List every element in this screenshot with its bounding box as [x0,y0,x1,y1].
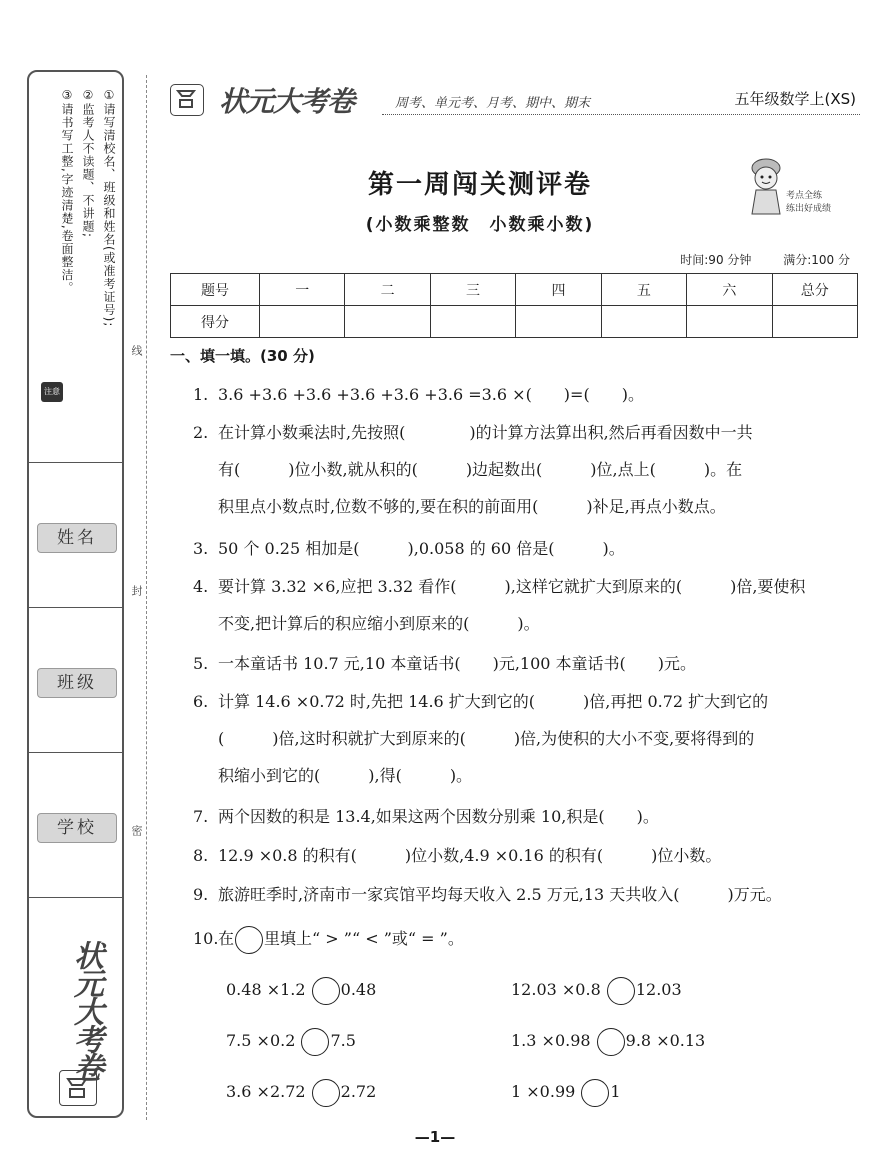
question-3 [193,530,860,567]
sidebar-brand-logo: 状元大考卷 [68,940,103,1080]
compare-item [226,1025,356,1057]
question-text: 在 [218,929,235,948]
notice-line: ①请写清校名、班级和姓名(或准考证号); [102,88,116,328]
mascot-slogan-2: 练出好成绩 [786,204,832,214]
compare-right: 9.8 ×0.13 [625,1031,706,1050]
answer-circle[interactable] [597,1028,625,1056]
question-9 [193,876,860,913]
table-row-label: 得分 [171,306,260,338]
mascot-slogan-1: 考点全练 [786,191,823,201]
table-header-cell: 四 [516,274,601,306]
cut-mark-line: 线 [130,345,143,356]
exam-full-score: 满分:100 分 [783,253,850,267]
school-field-label: 学校 [37,813,117,843]
compare-left: 7.5 ×0.2 [226,1031,296,1050]
question-6 [193,683,860,794]
score-cell[interactable] [430,306,515,338]
compare-item [511,1025,705,1057]
name-field-label: 姓名 [37,523,117,553]
compare-right: 2.72 [340,1082,377,1101]
table-header-cell: 五 [601,274,686,306]
compare-item [226,974,376,1006]
question-4 [193,568,860,642]
compare-left: 12.03 ×0.8 [511,980,601,999]
question-text: 要计算 3.32 ×6,应把 3.32 看作( ),这样它就扩大到原来的( )倍,要使积 [218,577,806,596]
publisher-logo-icon [59,1070,97,1106]
notice-title: 注意事项 [41,382,63,402]
page-number: —1— [414,1128,456,1146]
question-text: ( )倍,这时积就扩大到原来的( )倍,为使积的大小不变,要将得到的 [218,729,755,748]
table-header-cell: 六 [687,274,772,306]
score-table [170,273,858,338]
page-subtitle: (小数乘整数 小数乘小数) [365,215,595,235]
compare-left: 1 ×0.99 [511,1082,576,1101]
answer-circle[interactable] [312,1079,340,1107]
compare-left: 0.48 ×1.2 [226,980,306,999]
question-text: 旅游旺季时,济南市一家宾馆平均每天收入 2.5 万元,13 天共收入( )万元。 [218,885,782,904]
question-number: 8. [193,846,209,865]
exam-duration: 时间:90 分钟 [680,253,752,267]
score-cell[interactable] [345,306,430,338]
grade-subject: 五年级数学上(XS) [734,90,856,108]
question-text: 一本童话书 10.7 元,10 本童话书( )元,100 本童话书( )元。 [218,654,697,673]
question-1 [193,376,860,413]
compare-item [226,1076,376,1108]
question-text: 50 个 0.25 相加是( ),0.058 的 60 倍是( )。 [218,539,625,558]
table-header-cell: 三 [430,274,515,306]
score-cell[interactable] [516,306,601,338]
compare-right: 0.48 [340,980,377,999]
school-field-section [29,752,122,897]
question-number: 10. [193,929,219,948]
question-number: 5. [193,654,209,673]
question-number: 7. [193,807,209,826]
question-number: 6. [193,692,209,711]
name-field-section [29,462,122,607]
question-text: 里填上“ > ”“ < ”或“ = ”。 [264,929,464,948]
mascot-badge [744,152,860,218]
question-text: 12.9 ×0.8 的积有( )位小数,4.9 ×0.16 的积有( )位小数。 [218,846,722,865]
score-cell[interactable] [601,306,686,338]
table-row [171,274,858,306]
question-text: 在计算小数乘法时,先按照( )的计算方法算出积,然后再看因数中一共 [218,423,753,442]
question-8 [193,837,860,874]
question-number: 1. [193,385,209,404]
question-5 [193,645,860,682]
compare-item [511,1076,621,1108]
question-7 [193,798,860,835]
page-header [167,78,860,122]
header-divider [382,114,860,115]
compare-circle-icon [235,926,263,954]
score-cell[interactable] [772,306,857,338]
question-text: 积里点小数点时,位数不够的,要在积的前面用( )补足,再点小数点。 [218,497,726,516]
question-number: 9. [193,885,209,904]
binding-sidebar [27,70,124,1118]
answer-circle[interactable] [581,1079,609,1107]
class-field-label: 班级 [37,668,117,698]
cut-line [146,75,147,1120]
question-text: 3.6 +3.6 +3.6 +3.6 +3.6 +3.6 =3.6 ×( )=( )。 [218,385,644,404]
question-number: 4. [193,577,209,596]
table-header-cell: 题号 [171,274,260,306]
cut-mark-seal: 封 [130,585,143,596]
question-text: 计算 14.6 ×0.72 时,先把 14.6 扩大到它的( )倍,再把 0.72 扩大到它的 [218,692,769,711]
compare-right: 12.03 [635,980,682,999]
answer-circle[interactable] [312,977,340,1005]
score-cell[interactable] [687,306,772,338]
compare-left: 1.3 ×0.98 [511,1031,591,1050]
exam-info [680,251,850,268]
publisher-logo-icon [170,84,204,116]
compare-item [511,974,682,1006]
question-10 [193,920,860,957]
brand-logo: 状元大考卷 [219,85,355,118]
mascot-icon [744,152,790,218]
class-field-section [29,607,122,752]
question-number: 2. [193,423,209,442]
table-header-cell: 二 [345,274,430,306]
question-2 [193,414,860,525]
score-cell[interactable] [260,306,345,338]
answer-circle[interactable] [607,977,635,1005]
table-row [171,306,858,338]
page-title: 第一周闯关测评卷 [367,170,592,200]
notice-line: ②监考人不读题、不讲题; [81,88,95,239]
notice-text [39,88,119,418]
compare-left: 3.6 ×2.72 [226,1082,306,1101]
question-number: 3. [193,539,209,558]
sidebar-brand-section [29,897,122,1118]
answer-circle[interactable] [301,1028,329,1056]
section-heading: 一、填一填。(30 分) [170,347,315,365]
question-text: 积缩小到它的( ),得( )。 [218,766,473,785]
cut-mark-secret: 密 [130,825,143,836]
compare-right: 7.5 [330,1031,356,1050]
compare-right: 1 [610,1082,621,1101]
table-header-cell: 一 [260,274,345,306]
exam-types: 周考、单元考、月考、期中、期末 [395,96,591,111]
table-header-cell: 总分 [772,274,857,306]
notice-line: ③请书写工整,字迹清楚,卷面整洁。 [60,88,74,295]
question-text: 两个因数的积是 13.4,如果这两个因数分别乘 10,积是( )。 [218,807,659,826]
question-text: 不变,把计算后的积应缩小到原来的( )。 [218,614,540,633]
question-text: 有( )位小数,就从积的( )边起数出( )位,点上( )。在 [218,460,743,479]
